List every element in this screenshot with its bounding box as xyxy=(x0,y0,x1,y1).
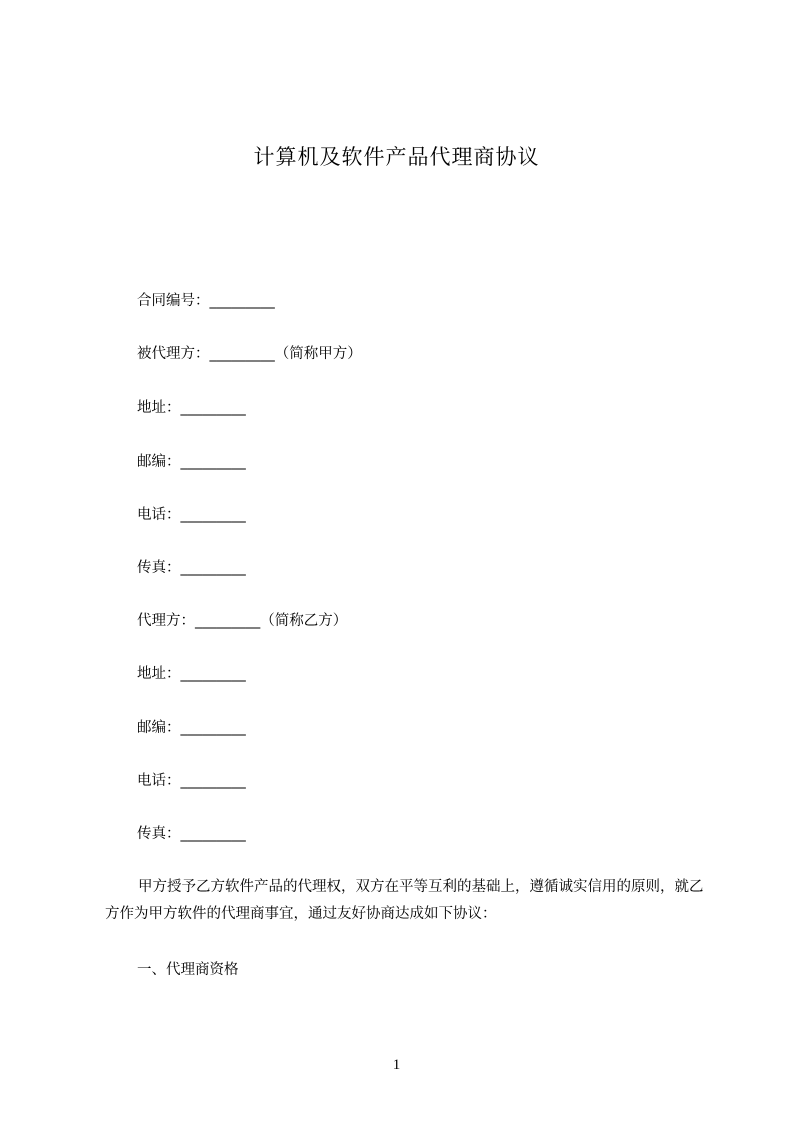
agent-phone-field: 电话：_________ xyxy=(137,773,246,789)
agent-fax-field: 传真：_________ xyxy=(137,826,246,842)
principal-phone-field: 电话：_________ xyxy=(137,507,246,523)
intro-paragraph xyxy=(105,874,705,928)
agent-party-field: 代理方：_________（简称乙方） xyxy=(137,613,348,629)
agent-address-field: 地址：_________ xyxy=(137,666,246,682)
principal-fax-field: 传真：_________ xyxy=(137,560,246,576)
section-heading: 一、代理商资格 xyxy=(137,962,239,978)
intro-paragraph-text: 甲方授予乙方软件产品的代理权，双方在平等互利的基础上，遵循诚实信用的原则，就乙方作为甲方软件的代理商事宜，通过友好协商达成如下协议： xyxy=(105,879,704,922)
agent-postcode-field: 邮编：_________ xyxy=(137,720,246,736)
principal-address-field: 地址：_________ xyxy=(137,400,246,416)
page-number: 1 xyxy=(392,1057,401,1073)
document-title: 计算机及软件产品代理商协议 xyxy=(253,145,540,169)
principal-postcode-field: 邮编：_________ xyxy=(137,454,246,470)
principal-party-field: 被代理方：_________（简称甲方） xyxy=(137,346,362,362)
contract-number-field: 合同编号：_________ xyxy=(137,293,275,309)
